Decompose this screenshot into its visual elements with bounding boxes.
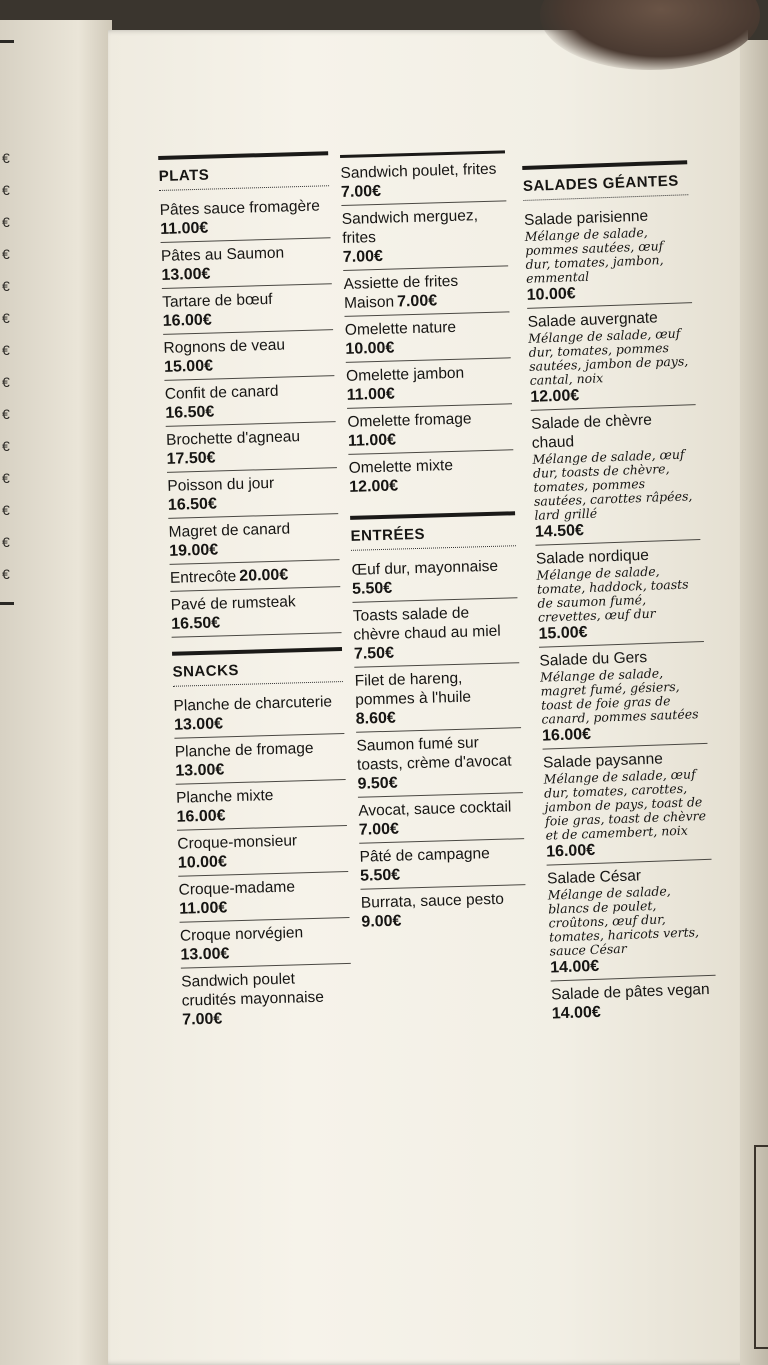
menu-item [159,192,330,243]
menu-item [340,155,506,206]
menu-item [168,514,339,565]
menu-item [356,728,523,798]
item-price: 15.00€ [163,357,214,376]
frame-fragment [754,1145,768,1349]
menu-item [173,688,344,739]
item-name: Tartare de bœuf [162,290,273,311]
item-name: Salade paysanne [542,750,664,772]
item-description: Mélange de salade, magret fumé, gésiers, toast de foie gras de canard, pommes sautées [539,665,699,727]
menu-item [361,885,527,935]
item-price: 7.50€ [353,644,395,663]
item-name: Planche de charcuterie [173,693,333,715]
item-name: Croque-monsieur [177,832,298,853]
divider [0,602,14,605]
divider [0,40,14,43]
section-title: PLATS [158,166,210,185]
price-fragment: € [2,278,10,294]
menu-item [177,826,348,877]
item-price: 20.00€ [239,566,289,585]
item-description: Mélange de salade, œuf dur, tomates, carottes, jambon de pays, toast de foie gras, toast de chèvre et de camembert, noix [543,766,707,843]
item-price: 16.50€ [167,495,218,514]
item-name: Magret de canard [168,520,291,541]
menu-item [162,284,333,335]
item-name: Poisson du jour [167,474,275,495]
item-price: 5.50€ [359,866,401,885]
item-price: 7.00€ [182,1010,223,1029]
item-description: Mélange de salade, œuf dur, tomates, pommes sautées, jambon de pays, cantal, noix [527,325,689,388]
item-name: Confit de canard [164,382,279,403]
item-name: Salade du Gers [539,648,648,670]
item-name: Filet de hareng, pommes à l'huile [354,669,472,709]
section-title: SALADES GÉANTES [522,172,679,195]
menu-item [531,405,701,546]
price-fragment: € [2,214,10,230]
section-snacks [172,641,343,687]
menu-item [524,201,692,309]
price-fragment: € [2,310,10,326]
item-name: Omelette jambon [345,364,465,385]
item-price: 11.00€ [159,219,209,238]
item-price: 8.60€ [355,709,397,728]
item-price: 7.00€ [340,182,382,201]
section-title: ENTRÉES [350,525,426,545]
item-description: Mélange de salade, blancs de poulet, croûtons, œuf dur, tomates, haricots verts, sauce César [547,883,700,959]
section-bar [172,647,342,656]
item-name: Omelette mixte [348,456,454,477]
item-price: 10.00€ [177,853,228,872]
menu-item [341,201,508,271]
section-title: SNACKS [172,661,240,681]
item-name: Salade auvergnate [527,309,659,331]
price-fragment: € [2,566,10,582]
item-price: 7.00€ [396,292,438,311]
item-name: Sandwich poulet crudités mayonnaise [181,970,325,1010]
item-name: Brochette d'agneau [165,428,301,449]
menu-item [170,587,341,638]
menu-item [181,964,353,1033]
price-fragment: € [2,374,10,390]
item-name: Salade parisienne [523,207,649,229]
price-fragment: € [2,246,10,262]
item-name: Œuf dur, mayonnaise [351,557,499,579]
menu-item [543,744,712,866]
menu-item [180,918,351,969]
item-price: 9.50€ [357,774,398,793]
menu-item [547,860,716,982]
price-fragment: € [2,182,10,198]
menu-item [176,780,347,831]
price-fragment: € [2,502,10,518]
section-bar [158,151,328,160]
item-price: 11.00€ [347,431,397,450]
item-price: 14.50€ [534,522,585,541]
section-salades [522,154,688,201]
item-price: 14.00€ [551,1003,602,1023]
item-name: Pavé de rumsteak [170,593,296,614]
menu-item [351,552,517,603]
menu-column-2 [340,150,527,934]
price-fragment: € [2,438,10,454]
menu-item [539,642,707,750]
item-name: Pâté de campagne [359,845,490,866]
item-name: Sandwich merguez, frites [341,207,479,247]
menu-item [358,793,524,844]
item-price: 16.50€ [171,614,221,633]
menu-item [354,663,521,733]
item-name: Croque-madame [178,878,296,899]
menu-item [346,358,512,409]
menu-item [527,303,695,411]
item-price: 14.00€ [549,957,600,977]
menu-item [353,598,520,668]
item-name: Salade de chèvre chaud [530,411,653,452]
menu-column-3 [522,154,717,1026]
item-name: Pâtes au Saumon [160,244,285,265]
item-name: Toasts salade de chèvre chaud au miel [352,604,501,644]
price-fragment: € [2,150,10,166]
dotted-rule [173,681,343,687]
section-bar [350,511,515,520]
menu-item [345,312,511,363]
item-name: Omelette nature [344,318,457,339]
menu-item [163,330,334,381]
section-bar [522,160,687,170]
price-fragment: € [2,342,10,358]
price-fragment: € [2,406,10,422]
item-price: 12.00€ [529,387,580,406]
right-page-edge [740,40,768,1365]
item-price: 5.50€ [351,579,393,598]
menu-item [551,976,717,1027]
item-price: 11.00€ [346,385,395,404]
item-name: Entrecôte [169,567,237,587]
item-price: 16.00€ [541,725,592,745]
menu-item [347,404,513,455]
menu-item [161,238,332,289]
menu-item [164,376,335,427]
menu-item [359,839,525,890]
item-price: 11.00€ [178,899,228,918]
item-price: 12.00€ [349,477,399,496]
item-price: 17.50€ [166,449,216,468]
item-description: Mélange de salade, œuf dur, toasts de chèvre, tomates, pommes sautées, carottes râpées, lard grillé [532,446,693,523]
item-name: Burrata, sauce pesto [360,890,505,912]
item-name: Planche de fromage [174,739,314,761]
item-description: Mélange de salade, tomate, haddock, toasts de saumon fumé, crevettes, œuf dur [536,563,689,625]
dotted-rule [523,194,688,201]
item-price: 7.00€ [358,820,400,839]
item-price: 7.00€ [342,247,384,266]
item-price: 15.00€ [538,624,588,643]
item-price: 10.00€ [526,285,576,304]
item-name: Salade César [546,867,642,888]
item-name: Pâtes sauce fromagère [159,197,321,219]
section-plats [158,145,329,191]
dotted-rule [159,185,329,191]
item-price: 9.00€ [361,912,402,931]
item-name: Croque norvégien [179,924,304,945]
item-name: Sandwich poulet, frites [340,160,497,182]
item-description: Mélange de salade, pommes sautées, œuf dur, tomates, jambon, emmental [524,224,664,286]
item-price: 16.00€ [176,807,226,826]
item-price: 16.00€ [545,841,596,861]
item-price: 10.00€ [345,339,395,358]
menu-item [535,540,703,648]
item-name: Omelette fromage [347,410,472,431]
item-name: Salade de pâtes vegan [550,980,710,1004]
menu-item [348,450,514,500]
item-price: 16.00€ [162,311,212,330]
item-name: Assiette de frites Maison [343,272,459,312]
item-name: Avocat, sauce cocktail [358,798,512,820]
item-price: 13.00€ [180,945,230,964]
price-fragment: € [2,534,10,550]
price-fragment: € [2,470,10,486]
left-page-edge [0,20,112,1365]
item-price: 19.00€ [168,541,219,560]
section-entrees [350,505,516,551]
item-price: 13.00€ [173,715,224,734]
menu-column-1 [158,145,353,1032]
item-price: 13.00€ [161,265,211,284]
menu-item [178,872,349,923]
menu-item [167,468,338,519]
item-name: Planche mixte [175,787,274,807]
menu-item [166,422,337,473]
menu-item [174,734,345,785]
item-name: Saumon fumé sur toasts, crème d'avocat [356,734,512,774]
item-price: 13.00€ [175,761,225,780]
item-price: 16.50€ [165,403,215,422]
item-name: Salade nordique [535,546,650,568]
menu-item [343,266,509,317]
dotted-rule [351,545,516,551]
item-name: Rognons de veau [163,336,286,357]
